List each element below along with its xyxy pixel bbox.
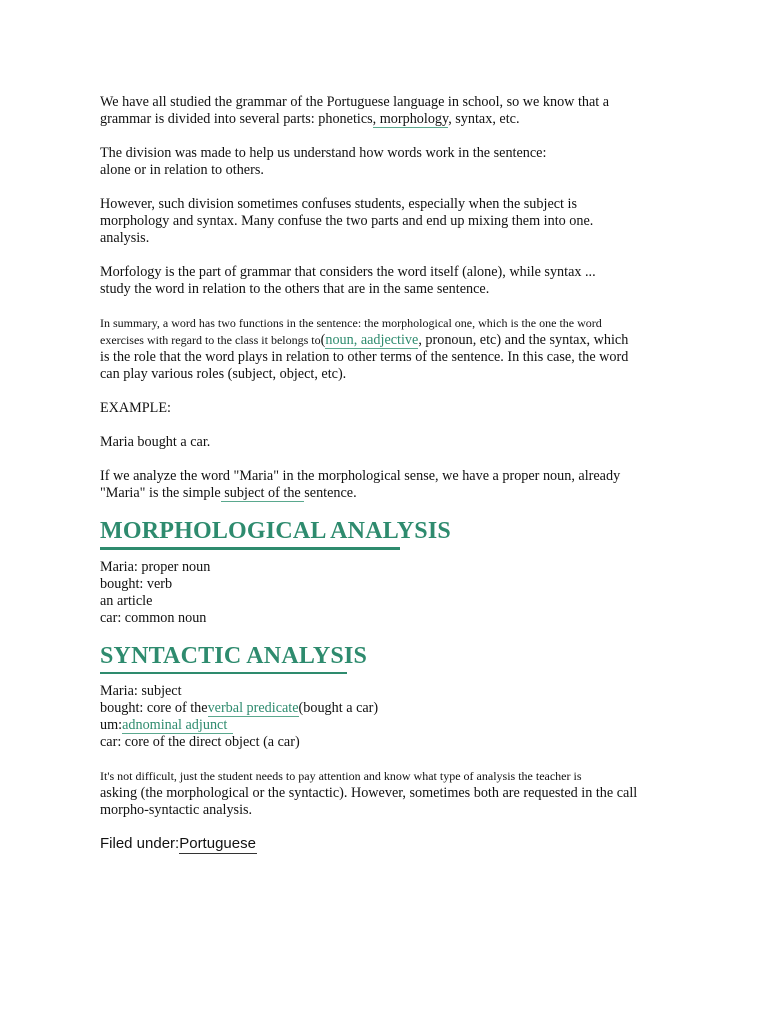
list-item	[100, 700, 690, 717]
subject-link[interactable]: subject of the	[220, 485, 305, 501]
text-span: bought: core of the	[100, 700, 208, 716]
adnominal-adjunct-link[interactable]: adnominal adjunct	[122, 717, 233, 734]
text-line: Morfology is the part of grammar that considers the word itself (alone), while syntax ...	[100, 264, 596, 280]
verbal-predicate-link[interactable]: verbal predicate	[207, 700, 299, 716]
morphological-list	[100, 559, 690, 627]
text-line: analysis.	[100, 230, 150, 246]
morphology-link[interactable]: , morphology	[372, 111, 449, 127]
filed-under-label: Filed under:	[100, 835, 180, 852]
list-item: car: core of the direct object (a car)	[100, 734, 300, 750]
list-item: an article	[100, 592, 153, 609]
analysis-intro-paragraph	[100, 468, 690, 502]
text-line: The division was made to help us understand how words work in the sentence:	[100, 145, 547, 161]
morphological-heading: MORPHOLOGICAL ANALYSIS	[100, 518, 451, 544]
syntactic-section	[100, 641, 690, 752]
heading-underline	[100, 672, 347, 675]
text-span: (	[320, 332, 326, 348]
text-line: It's not difficult, just the student needs to pay attention and know what type of analysis the teacher is	[100, 769, 582, 783]
noun-adjective-link[interactable]: noun, aadjective	[325, 332, 419, 348]
category-link[interactable]: Portuguese	[179, 835, 256, 852]
list-item: Maria: proper noun	[100, 558, 211, 575]
text-line	[100, 485, 690, 502]
syntactic-heading: SYNTACTIC ANALYSIS	[100, 642, 368, 669]
text-line: is the role that the word plays in relation to other terms of the sentence. In this case, the word	[100, 349, 629, 365]
confusion-paragraph	[100, 196, 690, 247]
text-line: In summary, a word has two functions in the sentence: the morphological one, which is the one the word	[100, 316, 602, 330]
list-item	[100, 717, 690, 734]
text-line: We have all studied the grammar of the Portuguese language in school, so we know that a	[100, 94, 610, 110]
text-line: morphology and syntax. Many confuse the two parts and end up mixing them into one.	[100, 213, 594, 229]
morphology-definition-paragraph	[100, 264, 690, 298]
text-line: study the word in relation to the others that are in the same sentence.	[100, 281, 490, 297]
text-line: can play various roles (subject, object, etc).	[100, 366, 347, 382]
text-line: alone or in relation to others.	[100, 162, 264, 178]
text-span: exercises with regard to the class it belongs to	[100, 333, 321, 347]
text-line	[100, 111, 690, 128]
text-span: , pronoun, etc) and the syntax, which	[418, 332, 629, 348]
example-sentence: Maria bought a car.	[100, 434, 211, 450]
article-body	[100, 94, 690, 854]
list-item: Maria: subject	[100, 683, 182, 699]
summary-paragraph	[100, 315, 690, 383]
intro-paragraph	[100, 94, 690, 128]
text-line: However, such division sometimes confuses students, especially when the subject is	[100, 196, 577, 212]
closing-paragraph	[100, 768, 690, 819]
heading-underline	[100, 547, 400, 550]
text-span: grammar is divided into several parts: phonetics	[100, 111, 373, 127]
morphological-section	[100, 516, 690, 627]
text-span: (bought a car)	[298, 700, 379, 716]
text-span: , syntax, etc.	[448, 111, 520, 127]
text-line	[100, 332, 690, 349]
text-line: morpho-syntactic analysis.	[100, 802, 253, 818]
list-item: bought: verb	[100, 575, 173, 592]
division-paragraph	[100, 145, 690, 179]
text-line: If we analyze the word "Maria" in the morphological sense, we have a proper noun, already	[100, 468, 621, 484]
list-item: car: common noun	[100, 609, 207, 626]
text-line: asking (the morphological or the syntactic). However, sometimes both are requested in the call	[100, 785, 638, 801]
text-span: "Maria" is the simple	[100, 485, 221, 501]
filed-under	[100, 835, 690, 854]
example-label: EXAMPLE:	[100, 400, 171, 416]
text-span: sentence.	[304, 485, 357, 501]
syntactic-list	[100, 683, 690, 751]
text-span: um:	[100, 717, 123, 733]
